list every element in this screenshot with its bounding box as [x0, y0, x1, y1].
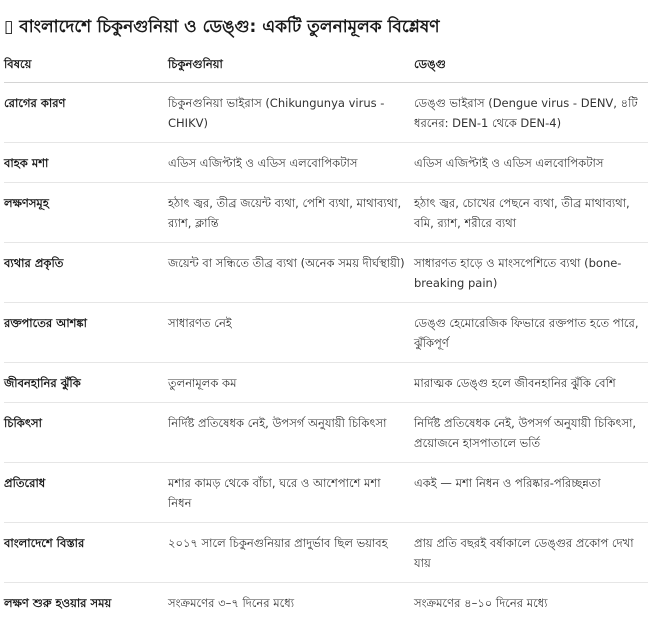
comparison-table: [4, 50, 648, 622]
row-chikungunya: সাধারণত নেই: [168, 303, 414, 363]
row-dengue: প্রায় প্রতি বছরই বর্ষাকালে ডেঙ্গুর প্রকোপ দেখা যায়: [414, 523, 648, 583]
row-chikungunya: সংক্রমণের ৩–৭ দিনের মধ্যে: [168, 583, 414, 622]
row-chikungunya: মশার কামড় থেকে বাঁচা, ঘরে ও আশেপাশে মশা নিধন: [168, 463, 414, 523]
row-chikungunya: এডিস এজিপ্টাই ও এডিস এলবোপিকটাস: [168, 143, 414, 183]
row-topic: লক্ষণসমূহ: [4, 183, 168, 243]
row-dengue: হঠাৎ জ্বর, চোখের পেছনে ব্যথা, তীব্র মাথাব্যথা, বমি, র‍্যাশ, শরীরে ব্যথা: [414, 183, 648, 243]
table-row: [4, 363, 648, 403]
row-dengue: এডিস এজিপ্টাই ও এডিস এলবোপিকটাস: [414, 143, 648, 183]
row-dengue: সংক্রমণের ৪–১০ দিনের মধ্যে: [414, 583, 648, 622]
table-row: [4, 303, 648, 363]
header-chikungunya: চিকুনগুনিয়া: [168, 50, 414, 83]
header-dengue: ডেঙ্গু: [414, 50, 648, 83]
table-row: [4, 523, 648, 583]
row-topic: বাংলাদেশে বিস্তার: [4, 523, 168, 583]
row-dengue: ডেঙ্গু ভাইরাস (Dengue virus - DENV, ৪টি ধরনের: DEN-1 থেকে DEN-4): [414, 83, 648, 143]
row-chikungunya: চিকুনগুনিয়া ভাইরাস (Chikungunya virus - CHIKV): [168, 83, 414, 143]
table-header-row: [4, 50, 648, 83]
row-topic: রোগের কারণ: [4, 83, 168, 143]
row-dengue: একই — মশা নিধন ও পরিষ্কার-পরিচ্ছন্নতা: [414, 463, 648, 523]
row-dengue: ডেঙ্গু হেমোরেজিক ফিভারে রক্তপাত হতে পারে, ঝুঁকিপূর্ণ: [414, 303, 648, 363]
row-topic: চিকিৎসা: [4, 403, 168, 463]
row-topic: প্রতিরোধ: [4, 463, 168, 523]
table-row: [4, 83, 648, 143]
table-row: [4, 463, 648, 523]
table-row: [4, 403, 648, 463]
row-chikungunya: নির্দিষ্ট প্রতিষেধক নেই, উপসর্গ অনুযায়ী চিকিৎসা: [168, 403, 414, 463]
row-dengue: নির্দিষ্ট প্রতিষেধক নেই, উপসর্গ অনুযায়ী চিকিৎসা, প্রয়োজনে হাসপাতালে ভর্তি: [414, 403, 648, 463]
page-title: ▯ বাংলাদেশে চিকুনগুনিয়া ও ডেঙ্গু: একটি তুলনামূলক বিশ্লেষণ: [4, 14, 439, 42]
row-topic: ব্যথার প্রকৃতি: [4, 243, 168, 303]
table-row: [4, 243, 648, 303]
row-topic: বাহক মশা: [4, 143, 168, 183]
row-topic: লক্ষণ শুরু হওয়ার সময়: [4, 583, 168, 622]
row-dengue: মারাত্মক ডেঙ্গু হলে জীবনহানির ঝুঁকি বেশি: [414, 363, 648, 403]
row-chikungunya: ২০১৭ সালে চিকুনগুনিয়ার প্রাদুর্ভাব ছিল ভয়াবহ: [168, 523, 414, 583]
row-topic: রক্তপাতের আশঙ্কা: [4, 303, 168, 363]
row-chikungunya: তুলনামূলক কম: [168, 363, 414, 403]
row-topic: জীবনহানির ঝুঁকি: [4, 363, 168, 403]
table-row: [4, 143, 648, 183]
table-row: [4, 183, 648, 243]
header-topic: বিষয়ে: [4, 50, 168, 83]
row-chikungunya: জয়েন্ট বা সন্ধিতে তীব্র ব্যথা (অনেক সময় দীর্ঘস্থায়ী): [168, 243, 414, 303]
row-dengue: সাধারণত হাড়ে ও মাংসপেশিতে ব্যথা (bone-breaking pain): [414, 243, 648, 303]
table-row: [4, 583, 648, 622]
row-chikungunya: হঠাৎ জ্বর, তীব্র জয়েন্ট ব্যথা, পেশি ব্যথা, মাথাব্যথা, র‍্যাশ, ক্লান্তি: [168, 183, 414, 243]
